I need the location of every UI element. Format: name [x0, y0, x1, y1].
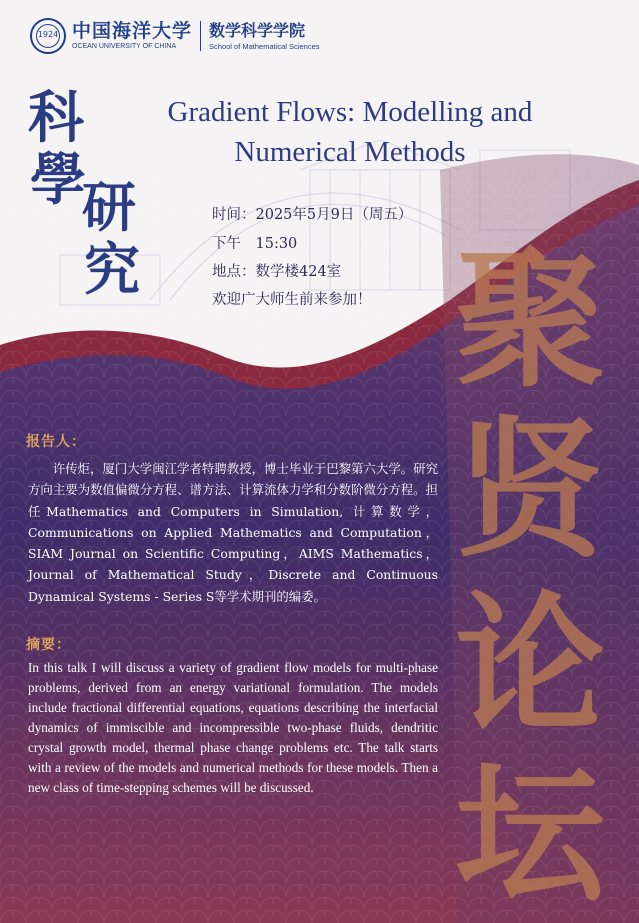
side-char-3: 研	[82, 175, 136, 239]
header-divider	[200, 21, 201, 51]
school-name-en: School of Mathematical Sciences	[209, 42, 320, 51]
big-char-1: 聚	[455, 232, 606, 408]
title-line-2: Numerical Methods	[234, 136, 466, 168]
side-char-2: 學	[30, 147, 86, 213]
school-name	[209, 20, 319, 52]
big-char-2: 贤	[455, 402, 606, 578]
event-welcome: 欢迎广大师生前来参加！	[212, 292, 372, 308]
talk-title	[145, 92, 555, 172]
university-name	[72, 20, 192, 52]
side-char-4: 究	[84, 237, 140, 303]
abstract-text: In this talk I will discuss a variety of gradient flow models for multi-phase problems, derived from an energy variational formulation. The models include fractional differential equations, equations describing the interfacial dynamics of immiscible and incompressible two-phase fluids, dendritic crystal growth model, thermal phase change problems etc. The talk starts with a review of the models and numerical methods for these models. Then a new class of time-stepping schemes will be discussed.	[28, 660, 438, 795]
university-emblem-icon	[30, 18, 66, 54]
speaker-heading: 报告人：	[26, 434, 86, 450]
speaker-bio: 许传炬，厦门大学闽江学者特聘教授，博士毕业于巴黎第六大学。研究方向主要为数值偏微分方程、谱方法、计算流体力学和分数阶微分方程。担任Mathematics and Computers in Simulation, 计算数学，Communications on Applied Mathematics and Computation，SIAM Journal on Scientific Computing，AIMS Mathematics，Journal of Mathematical Study，Discrete and Continuous Dynamical Systems - Series S等学术期刊的编委。	[28, 461, 438, 604]
school-name-cn: 数学科学学院	[209, 21, 306, 40]
event-afternoon: 下午 15:30	[212, 236, 298, 252]
event-time: 时间：2025年5月9日（周五）	[212, 207, 413, 223]
big-char-4: 坛	[455, 747, 606, 923]
event-location: 地点：数学楼424室	[212, 264, 342, 280]
big-char-3: 论	[455, 577, 606, 753]
header	[30, 18, 320, 54]
side-char-1: 科	[28, 85, 84, 151]
university-name-cn: 中国海洋大学	[72, 20, 193, 42]
university-name-en: OCEAN UNIVERSITY OF CHINA	[72, 43, 177, 50]
title-line-1: Gradient Flows: Modelling and	[167, 96, 533, 128]
abstract-heading: 摘要：	[26, 637, 71, 653]
emblem-year: 1924	[36, 24, 60, 48]
